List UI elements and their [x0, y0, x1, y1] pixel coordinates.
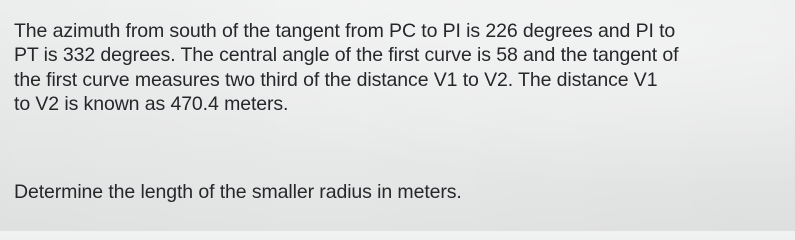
- statement-line-1: The azimuth from south of the tangent from PC to PI is 226 degrees and PI to: [14, 20, 676, 42]
- statement-line-2: PT is 332 degrees. The central angle of the first curve is 58 and the tangent of: [14, 44, 679, 67]
- problem-statement: [14, 19, 790, 117]
- statement-line-4: to V2 is known as 470.4 meters.: [14, 93, 289, 116]
- statement-line-3: the first curve measures two third of the distance V1 to V2. The distance V1: [14, 68, 658, 91]
- problem-question: Determine the length of the smaller radius in meters.: [14, 181, 462, 203]
